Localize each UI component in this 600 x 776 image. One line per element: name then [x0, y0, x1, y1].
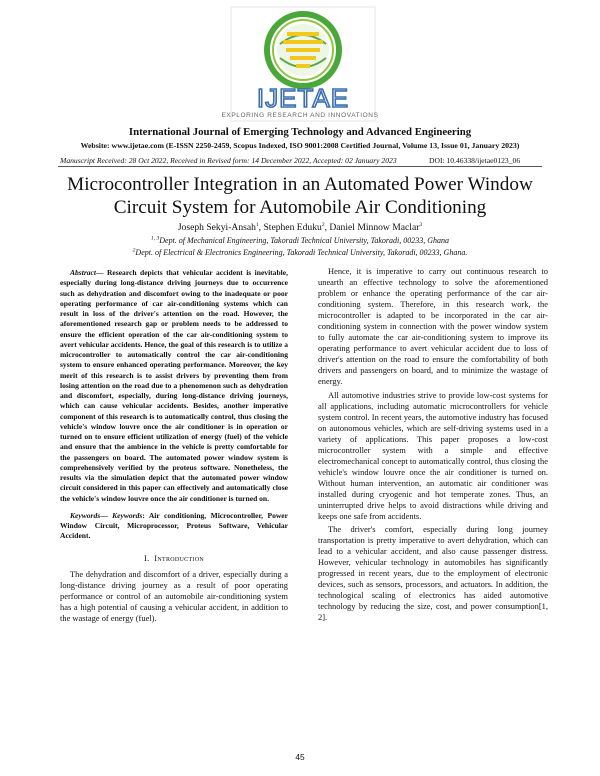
abstract [60, 268, 288, 504]
right-paragraph-1: Hence, it is imperative to carry out continuous research to unearth an effective technology to solve the aforementioned problem or enhance the operating performance of the car air-conditioning system. Therefore, in this research work, the microcontroller is adapted to be incorporated in the car air-conditioning system in connection with the power window system to fully automate the car air-conditioning system to improve its operating performance to avert vehicular accident due to loss of driver's attention on the road to ensure the comfortability of both drivers and passengers on board, and to minimize the wastage of energy. [318, 266, 548, 387]
doi: DOI: 10.46338/ijetae0123_06 [429, 156, 521, 165]
right-paragraph-3: The driver's comfort, especially during long journey transportation is pretty imperative to avert dehydration, which can lead to a vehicular accident, and also cause passenger distress. However, vehicular technology in automobiles has significantly progressed in recent years, due to the employment of electronic devices, such as sensors, processors, and actuators. In addition, the technological scaling of electronics has aided automotive technology by reducing the size, cost, and power consumption[1, 2]. [318, 524, 548, 623]
ijetae-logo-graphic [230, 6, 376, 122]
header-rule [58, 166, 542, 167]
right-column [318, 266, 548, 626]
affiliation-1-text: Dept. of Mechanical Engineering, Takoradi Technical University, Takoradi, 00233, Ghana [159, 236, 449, 245]
affiliation-1 [0, 236, 600, 245]
affiliation-1-sup: 1, 3 [150, 235, 160, 242]
abstract-label: Abstract— [70, 268, 104, 277]
author-1-sup: 1 [255, 221, 259, 228]
logo-tagline: EXPLORING RESEARCH AND INNOVATIONS [221, 112, 379, 119]
author-3: Daniel Minnow Maclar [329, 222, 420, 233]
page-number: 45 [295, 752, 305, 762]
intro-paragraph-1: The dehydration and discomfort of a driver, especially during a long-distance driving journey as a result of poor operating performance or control of an automobile air-conditioning system has a high potential of causing a vehicular accident, in addition to the wastage of energy (fuel). [60, 568, 288, 623]
journal-title: International Journal of Emerging Technology and Advanced Engineering [128, 126, 472, 138]
manuscript-dates: Manuscript Received: 28 Oct 2022, Received in Revised form: 14 December 2022, Accepted: 02 January 2023 [60, 156, 397, 165]
paper-title-line-2: Circuit System for Automobile Air Conditioning [113, 197, 487, 218]
keywords-label: Keywords— Keywords [70, 510, 143, 520]
logo-wordmark: IJETAE [256, 83, 350, 113]
section-number: I. [143, 553, 150, 563]
paper-title-line-1: Microcontroller Integration in an Automated Power Window [67, 174, 533, 195]
author-3-sup: 3 [419, 221, 423, 228]
right-paragraph-2: All automotive industries strive to provide low-cost systems for all applications, including automatic microcontrollers for vehicle system control. In recent years, the automotive industry has focused on autonomous vehicles, which are self-driving systems used in a variety of applications. This paper proposes a low-cost microcontroller system with a simple and effective electromechanical concept to automatically control, thus closing the vehicle's window louvre once the air conditioner is turned on. Without human intervention, an automatic air conditioner was installed during cryogenic and hot temperate zones. Thus, an uninterrupted drive helps to avoid distractions while driving and keeps one safe from accidents. [318, 389, 548, 522]
left-column [60, 268, 288, 626]
affiliation-2-text: Dept. of Electrical & Electronics Engineering, Takoradi Technical University, Takoradi, 00233, Ghana. [135, 248, 468, 257]
affiliation-2 [0, 248, 600, 257]
journal-logo [230, 6, 376, 122]
journal-website-line: Website: www.ijetae.com (E-ISSN 2250-2459, Scopus Indexed, ISO 9001:2008 Certified Journal, Volume 13, Issue 01, January 2023) [80, 141, 520, 150]
paper-title [40, 173, 560, 219]
keywords [60, 511, 288, 542]
author-2: Stephen Eduku [263, 222, 322, 233]
affiliation-2-sup: 2 [132, 247, 136, 254]
section-title: Introduction [154, 553, 204, 563]
keywords-text: : Air conditioning, Microcontroller, Power Window Circuit, Microprocessor, Proteus Software, Vehicular Accident. [60, 510, 288, 541]
author-list: Joseph Sekyi-Ansah$^1$, Stephen Eduku$^2$, Daniel Minnow Maclar$^3$ [177, 221, 423, 233]
section-heading-introduction [60, 554, 288, 563]
author-2-sup: 2 [321, 221, 325, 228]
author-1: Joseph Sekyi-Ansah [177, 222, 256, 233]
abstract-text: Research depicts that vehicular accident is inevitable, especially during long-distance driving journeys due to occurrence such as dehydration and discomfort owing to the inadequate or poor operating performance of car air-conditioning systems which can result in loss of the driver's attention on the road. However, the aforementioned research gap or problem needs to be addressed to ensure the efficient operation of the car air-conditioning system to avert vehicular accidents. Hence, the goal of this research is to utilize a microcontroller to automatically control the car air-conditioning system to ensure enhanced operating performance. Moreover, the key merit of this research is to assist drivers by preventing them from losing attention on the road due to a phenomenon such as dehydration and discomfort, especially, during long-distance driving journeys, which can cause vehicular accidents. Besides, another imperative component of this research is to automatically control, thus closing the vehicle's window louvre once the air conditioner is in operation or turned on to ensure efficient utilization of energy (fuel) of the vehicle and ensure that the ambience in the vehicle is pretty comfortable for the passengers on board. The automated power window system is comprehensively verified by the proteus software. Nonetheless, the results via the simulation depict that the automated power window circuit considered in this paper can effectively and automatically close the vehicle's window louvre once the air conditioner is turned on. [60, 268, 288, 503]
